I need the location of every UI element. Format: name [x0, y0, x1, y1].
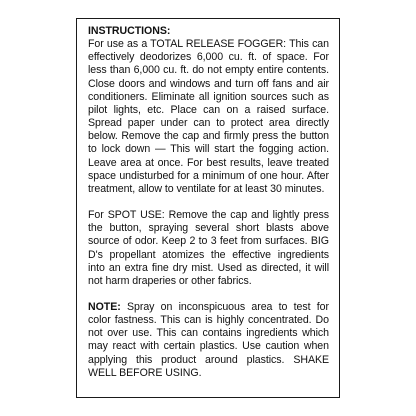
note-body: Spray on inconspicuous area to test for color fastness. This can is highly concentrated. Do not over use. This can contains ingredients which may react with certain plastics. Use caution when applying this product around plastics. SHAKE WELL BEFORE USING.: [88, 300, 329, 379]
instructions-label: [76, 18, 340, 398]
instructions-body: For use as a TOTAL RELEASE FOGGER: This can effectively deodorizes 6,000 cu. ft. of space. For less than 6,000 cu. ft. do not empty entire contents. Close doors and windows and turn off fans and air conditioners. Eliminate all ignition sources such as pilot lights, etc. Place can on a raised surface. Spread paper under can to protect area directly below. Remove the cap and firmly press the button to lock down — This will start the fogging action. Leave area at once. For best results, leave treated space undisturbed for a minimum of one hour. After treatment, allow to ventilate for at least 30 minutes.: [88, 38, 329, 195]
note-section: [88, 301, 329, 380]
instructions-section: [88, 25, 329, 196]
spot-use-body: For SPOT USE: Remove the cap and lightly press the button, spraying several short blasts above source of odor. Keep 2 to 3 feet from surfaces. BIG D's propellant atomizes the effective ingredients into an extra fine dry mist. Used as directed, it will not harm draperies or other fabrics.: [88, 209, 329, 287]
spot-use-section: [88, 209, 329, 288]
note-heading: NOTE:: [88, 300, 121, 313]
instructions-heading: INSTRUCTIONS:: [88, 25, 171, 37]
